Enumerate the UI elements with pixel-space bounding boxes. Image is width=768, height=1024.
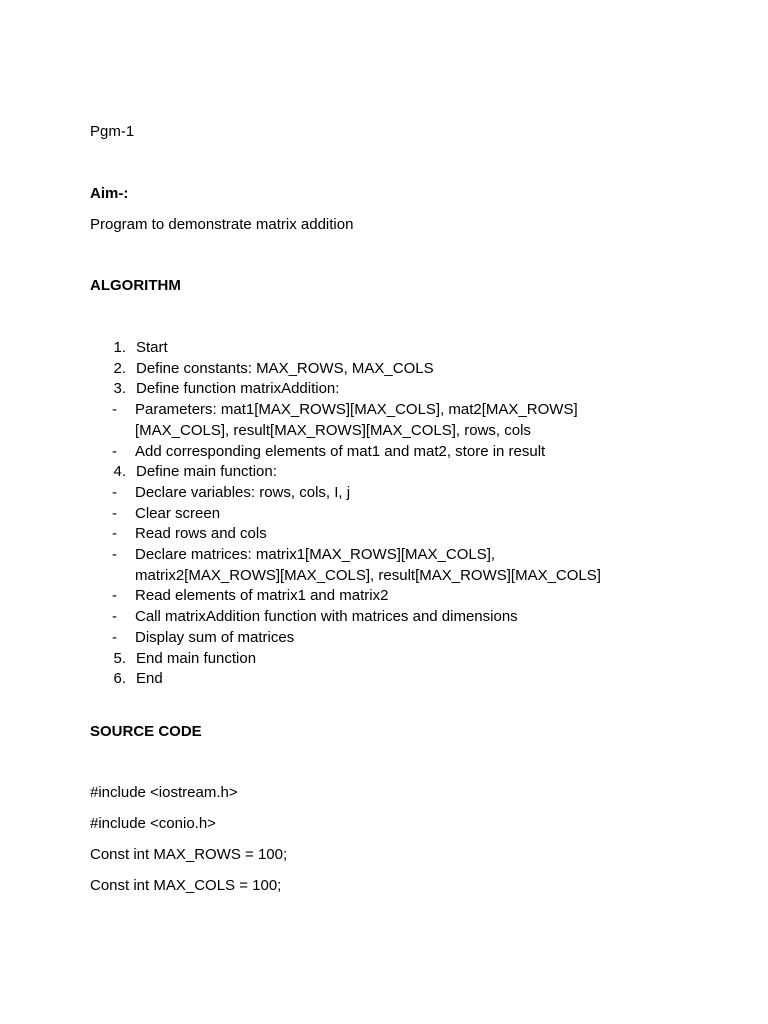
substep-text: Parameters: mat1[MAX_ROWS][MAX_COLS], mat2[MAX_ROWS][MAX_COLS], result[MAX_ROWS][MAX_COLS], rows, cols	[135, 401, 578, 439]
dash-bullet: -	[112, 401, 117, 419]
step-number: 4.	[113, 463, 126, 481]
algorithm-heading: ALGORITHM	[90, 277, 181, 294]
step-number: 5.	[113, 649, 126, 667]
substep-text: Clear screen	[135, 504, 221, 522]
step-text: Define main function:	[136, 463, 277, 481]
substep-text: Call matrixAddition function with matrices and dimensions	[135, 608, 518, 626]
algorithm-steps-list	[90, 338, 690, 690]
algorithm-substep	[90, 400, 690, 441]
substep-text: Add corresponding elements of mat1 and mat2, store in result	[135, 442, 546, 460]
code-line: #include <iostream.h>	[90, 784, 238, 801]
dash-bullet: -	[112, 525, 117, 543]
dash-bullet: -	[112, 483, 117, 501]
dash-bullet: -	[112, 504, 117, 522]
algorithm-substep	[90, 607, 690, 628]
dash-bullet: -	[112, 587, 117, 605]
step-text: End main function	[136, 649, 257, 667]
step-number: 1.	[113, 339, 126, 356]
substep-text: Declare matrices: matrix1[MAX_ROWS][MAX_COLS], matrix2[MAX_ROWS][MAX_COLS], result[MAX_ROWS][MAX_COLS]	[135, 546, 601, 584]
algorithm-substep	[90, 545, 690, 586]
substep-text: Read rows and cols	[135, 525, 267, 543]
step-text: Define constants: MAX_ROWS, MAX_COLS	[136, 359, 434, 377]
substep-text: Declare variables: rows, cols, I, j	[135, 483, 351, 501]
aim-heading: Aim-:	[90, 185, 129, 202]
algorithm-substep	[90, 628, 690, 649]
step-text: End	[136, 670, 163, 688]
dash-bullet: -	[112, 442, 117, 460]
step-number: 2.	[113, 359, 126, 377]
dash-bullet: -	[112, 546, 117, 564]
substep-text: Display sum of matrices	[135, 628, 295, 646]
algorithm-step	[90, 649, 690, 670]
algorithm-step	[90, 379, 690, 400]
step-number: 6.	[113, 670, 126, 688]
source-code-heading: SOURCE CODE	[90, 723, 202, 740]
code-line: #include <conio.h>	[90, 815, 216, 832]
algorithm-step	[90, 338, 690, 359]
algorithm-substep	[90, 586, 690, 607]
dash-bullet: -	[112, 608, 117, 626]
dash-bullet: -	[112, 628, 117, 646]
step-text: Start	[136, 339, 168, 356]
algorithm-substep	[90, 442, 690, 463]
program-label: Pgm-1	[90, 123, 135, 140]
aim-text: Program to demonstrate matrix addition	[90, 216, 354, 233]
algorithm-step	[90, 359, 690, 380]
step-number: 3.	[113, 380, 126, 398]
step-text: Define function matrixAddition:	[136, 380, 340, 398]
algorithm-step	[90, 669, 690, 690]
algorithm-substep	[90, 483, 690, 504]
code-line: Const int MAX_ROWS = 100;	[90, 846, 288, 863]
substep-text: Read elements of matrix1 and matrix2	[135, 587, 389, 605]
algorithm-substep	[90, 524, 690, 545]
algorithm-substep	[90, 504, 690, 525]
code-line: Const int MAX_COLS = 100;	[90, 877, 282, 894]
algorithm-step	[90, 462, 690, 483]
